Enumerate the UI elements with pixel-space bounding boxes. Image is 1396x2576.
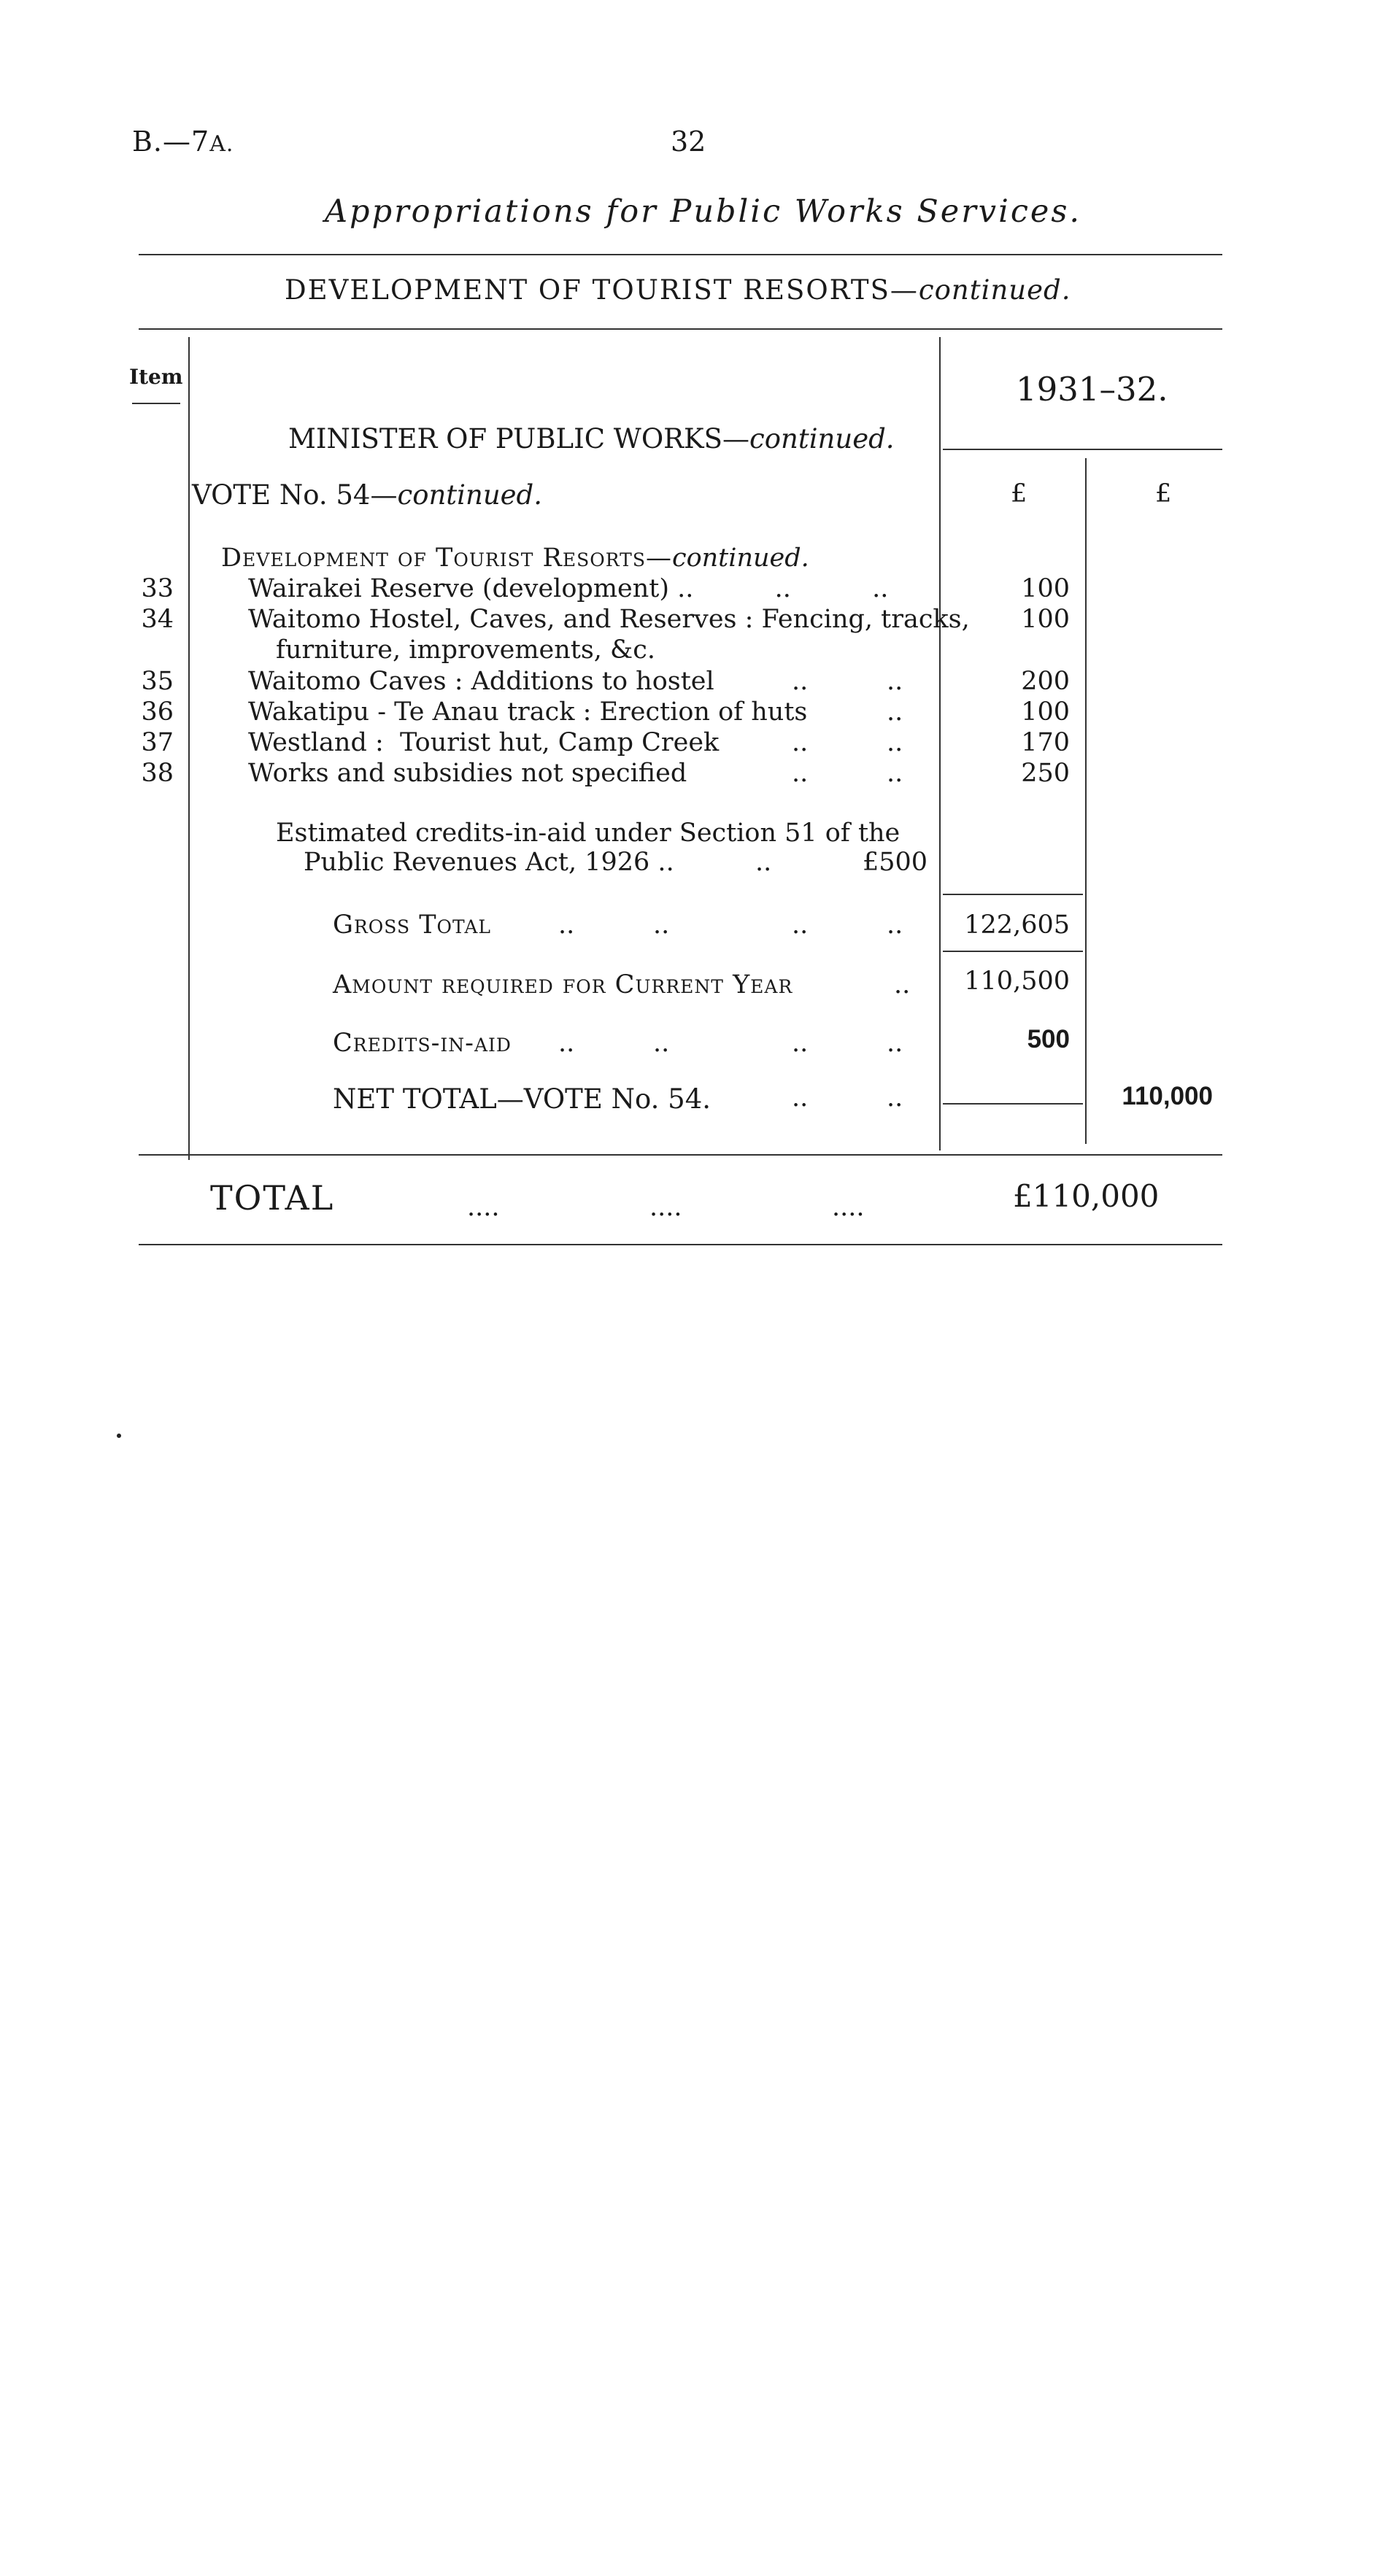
leader-dots: ..	[558, 1029, 575, 1058]
credits-note-continued: Public Revenues Act, 1926 .. ..	[304, 848, 772, 877]
stray-mark	[117, 1434, 121, 1438]
rule-table-top	[139, 328, 1222, 330]
total-amount: £110,000	[1013, 1178, 1160, 1214]
item-description: Waitomo Hostel, Caves, and Reserves : Fencing, tracks,	[248, 605, 970, 634]
subhead: Development of Tourist Resorts—continued.	[221, 544, 809, 573]
pound-symbol-amount: £	[1011, 479, 1027, 508]
item-amount: 170	[1021, 728, 1070, 757]
leader-dots: ..	[894, 970, 911, 999]
leader-dots: ..	[792, 1029, 809, 1058]
net-total-label: NET TOTAL—VOTE No. 54.	[333, 1083, 711, 1115]
leader-dots: ..	[887, 1083, 903, 1113]
leader-dots: ..	[887, 1029, 903, 1058]
leader-dots: ..	[887, 697, 903, 727]
item-amount: 100	[1021, 697, 1070, 727]
document-reference: B.—7A.	[132, 125, 234, 158]
rule-top	[139, 254, 1222, 255]
rule-gross-bottom	[943, 951, 1083, 952]
column-divider-item	[188, 337, 190, 1160]
leader-dots: ..	[887, 667, 903, 696]
page-title: Appropriations for Public Works Services.	[325, 193, 1082, 230]
total-leader-dots: ....	[649, 1193, 682, 1222]
net-total-amount: 110,000	[1122, 1082, 1213, 1110]
item-description: Wakatipu - Te Anau track : Erection of huts	[248, 697, 808, 727]
credits-note: Estimated credits-in-aid under Section 51 of the	[276, 819, 901, 848]
total-leader-dots: ....	[832, 1193, 865, 1222]
item-amount: 250	[1021, 759, 1070, 788]
rule-item-under	[132, 403, 180, 404]
item-amount: 200	[1021, 667, 1070, 696]
leader-dots: ..	[887, 910, 903, 940]
amount-required-amount: 110,500	[964, 967, 1070, 996]
leader-dots: ..	[792, 667, 809, 696]
gross-total-label: Gross Total	[333, 910, 492, 940]
year-heading: 1931–32.	[1016, 370, 1168, 409]
rule-total-top	[139, 1154, 1222, 1156]
item-description: Works and subsidies not specified	[248, 759, 687, 788]
gross-total-amount: 122,605	[964, 910, 1070, 940]
leader-dots: ..	[653, 1029, 670, 1058]
item-description: Waitomo Caves : Additions to hostel	[248, 667, 714, 696]
credits-in-aid-amount: 500	[1027, 1025, 1070, 1053]
rule-net-total	[943, 1103, 1083, 1105]
item-amount: 100	[1021, 574, 1070, 603]
leader-dots: ..	[558, 910, 575, 940]
leader-dots: ..	[887, 759, 903, 788]
item-number: 35	[141, 667, 174, 696]
credits-note-amount: £500	[863, 848, 928, 877]
item-number: 38	[141, 759, 174, 788]
section-heading: DEVELOPMENT OF TOURIST RESORTS—continued.	[285, 274, 1071, 306]
item-description: Westland : Tourist hut, Camp Creek	[248, 728, 720, 757]
page-number: 32	[671, 125, 706, 158]
vote-heading: VOTE No. 54—continued.	[192, 479, 543, 511]
leader-dots: ..	[887, 728, 903, 757]
item-description: Wairakei Reserve (development) .. .. ..	[248, 574, 889, 603]
minister-heading: MINISTER OF PUBLIC WORKS—continued.	[288, 423, 895, 455]
item-amount: 100	[1021, 605, 1070, 634]
rule-year-under	[943, 449, 1222, 450]
column-divider-total	[1085, 458, 1087, 1144]
item-number: 36	[141, 697, 174, 727]
rule-gross-top	[943, 894, 1083, 895]
item-description-continued: furniture, improvements, &c.	[276, 635, 655, 665]
item-column-header: Item	[129, 365, 183, 389]
leader-dots: ..	[792, 728, 809, 757]
leader-dots: ..	[792, 1083, 809, 1113]
amount-required-label: Amount required for Current Year	[333, 970, 793, 999]
item-number: 34	[141, 605, 174, 634]
credits-in-aid-label: Credits-in-aid	[333, 1029, 512, 1058]
rule-total-bottom	[139, 1244, 1222, 1245]
leader-dots: ..	[792, 759, 809, 788]
item-number: 33	[141, 574, 174, 603]
leader-dots: ..	[653, 910, 670, 940]
total-leader-dots: ....	[467, 1193, 500, 1222]
total-label: TOTAL	[210, 1178, 335, 1218]
item-number: 37	[141, 728, 174, 757]
pound-symbol-total: £	[1155, 479, 1172, 508]
leader-dots: ..	[792, 910, 809, 940]
